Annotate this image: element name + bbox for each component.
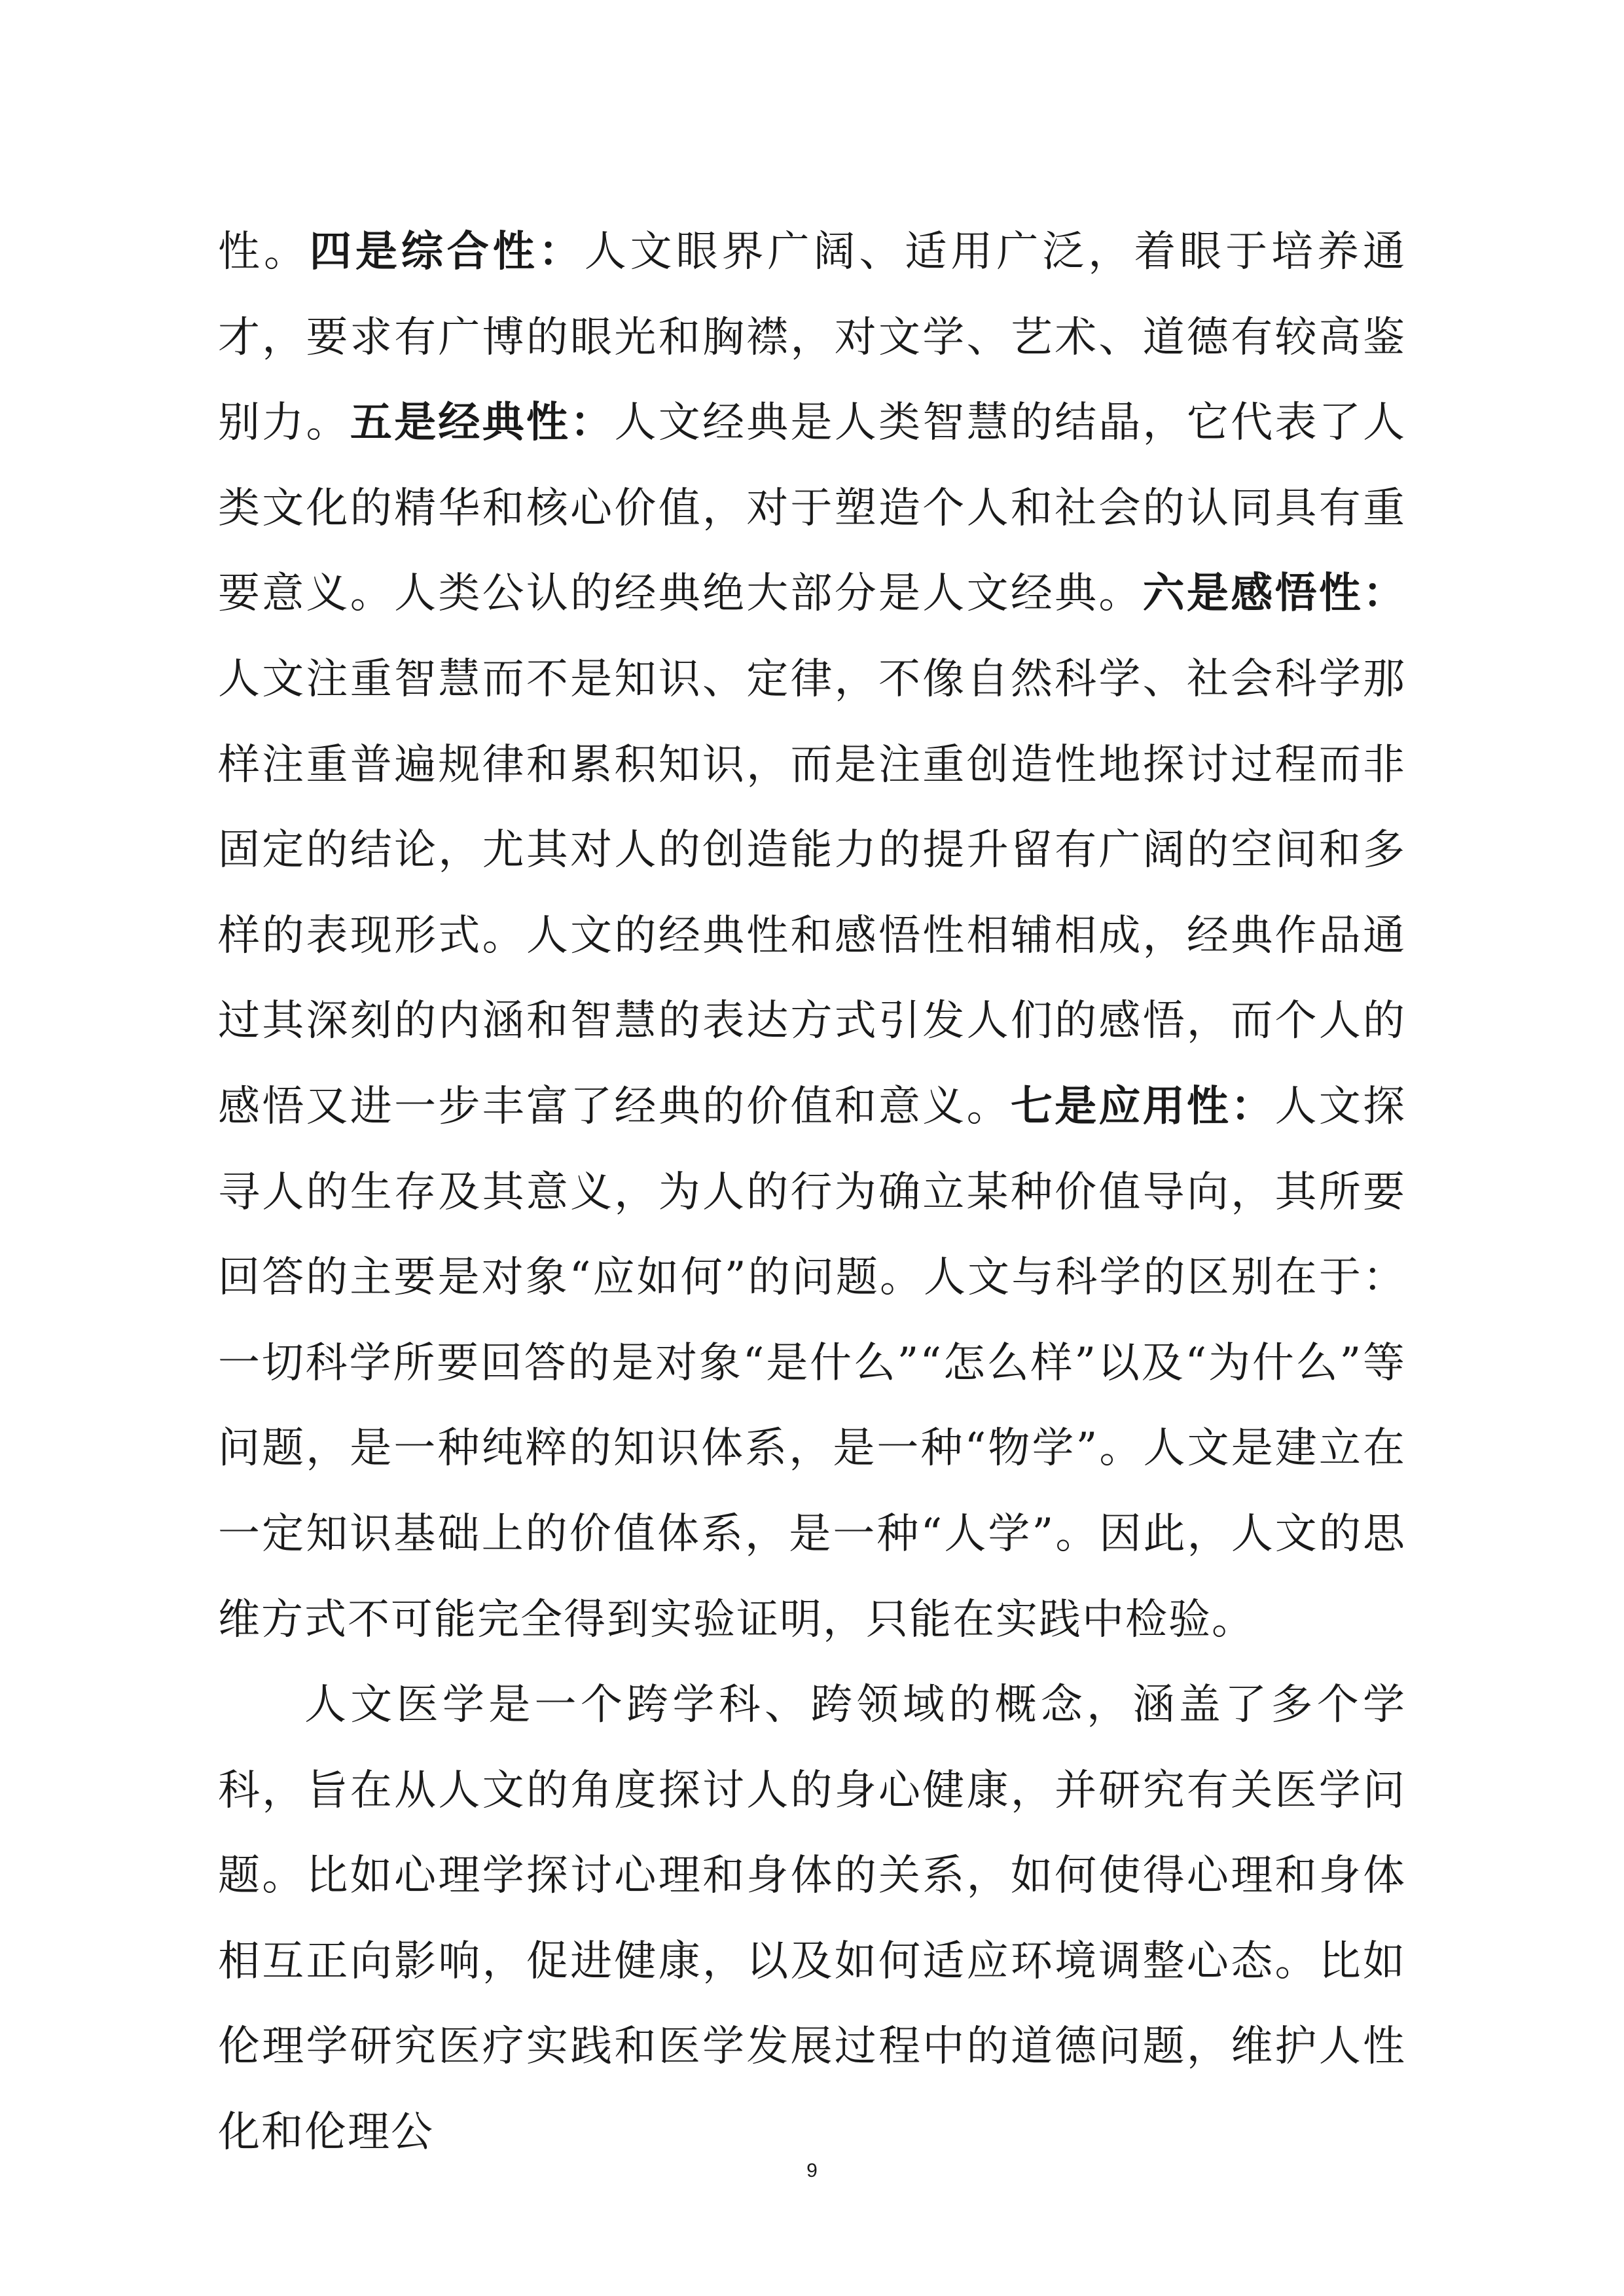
text-run: 人文探寻人的生存及其意义，为人的行为确立某种价值导向，其所要回答的主要是对象“应如何”的问题。人文与科学的区别在于：一切科学所要回答的是对象“是什么”“怎么样”以及“为什么”等问题，是一种纯粹的知识体系，是一种“物学”。人文是建立在一定知识基础上的价值体系，是一种“人学”。因此，人文的思维方式不可能完全得到实验证明，只能在实践中检验。 [218,1082,1407,1644]
text-run: 人文眼界广阔、适用广泛，着眼于培养通才，要求有广博的眼光和胸襟，对文学、艺术、道德有较高鉴别力。 [218,228,1407,448]
page-number: 9 [806,2160,818,2181]
text-run: 性。 [218,228,310,276]
paragraph-1 [218,209,1406,1662]
bold-heading-perception: 六是感悟性： [1142,569,1407,619]
text-run: 人文经典是人类智慧的结晶，它代表了人类文化的精华和核心价值，对于塑造个人和社会的认同具有重要意义。人类公认的经典绝大部分是人文经典。 [218,399,1407,619]
text-run: 人文医学是一个跨学科、跨领域的概念，涵盖了多个学科，旨在从人文的角度探讨人的身心健康，并研究有关医学问题。比如心理学探讨心理和身体的关系，如何使得心理和身体相互正向影响，促进健康，以及如何适应环境调整心态。比如伦理学研究医疗实践和医学发展过程中的道德问题，维护人性化和伦理公 [218,1681,1406,2157]
bold-heading-comprehensive: 四是综合性： [309,228,585,276]
bold-heading-application: 七是应用性： [1010,1082,1275,1131]
document-body [218,209,1406,2176]
paragraph-2 [218,1662,1406,2176]
bold-heading-classic: 五是经典性： [350,399,615,448]
text-run: 人文注重智慧而不是知识、定律，不像自然科学、社会科学那样注重普遍规律和累积知识，而是注重创造性地探讨过程而非固定的结论，尤其对人的创造能力的提升留有广阔的空间和多样的表现形式。人文的经典性和感悟性相辅相成，经典作品通过其深刻的内涵和智慧的表达方式引发人们的感悟，而个人的感悟又进一步丰富了经典的价值和意义。 [218,655,1406,1131]
